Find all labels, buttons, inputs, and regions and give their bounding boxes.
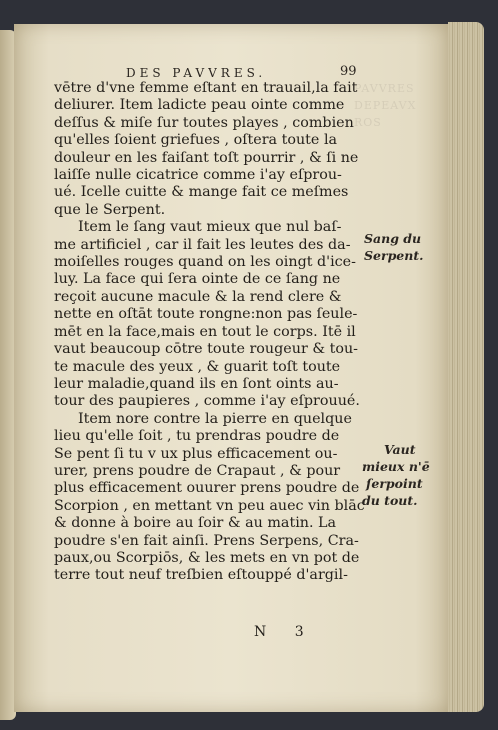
text-line: plus efficacement ouurer prens poudre de — [54, 480, 360, 497]
text-line: Se pent ſi tu v ux plus efficacement ou- — [54, 445, 338, 462]
margin-note-line: Sang du — [364, 231, 422, 246]
margin-note-line: Serpent. — [364, 248, 424, 263]
text-line: tour des paupieres , comme i'ay eſprouué. — [54, 393, 360, 410]
text-line: paux,ou Scorpiōs, & les mets en vn pot de — [54, 549, 360, 566]
running-title: DES PAVVRES. — [126, 66, 267, 80]
text-line: luy. La face qui ſera ointe de ce ſang ne — [54, 271, 341, 288]
text-line: & donne à boire au ſoir & au matin. La — [54, 515, 337, 532]
margin-note-line: Vaut — [384, 442, 416, 457]
text-line: vētre d'vne femme eſtant en trauail,la fait — [54, 80, 358, 96]
text-line: deſſus & miſe ſur toutes playes , combien — [54, 114, 354, 131]
text-line: qu'elles ſoient griefues , oſtera toute la — [54, 132, 338, 149]
margin-note-sang — [364, 230, 423, 264]
margin-note-line: du tout. — [362, 493, 418, 508]
bleed-line: DEPEAVX — [354, 99, 417, 112]
text-line: douleur en les faiſant toſt pourrir , & ſi ne — [54, 149, 359, 166]
bleed-line: ROS — [354, 116, 382, 129]
text-line: leur maladie,quand ils en ſont oints au- — [54, 375, 339, 392]
text-line: moiſelles rouges quand on les oingt d'ice- — [54, 254, 356, 271]
bleed-line: PAVVRES — [354, 82, 415, 95]
body-text — [54, 80, 370, 585]
text-line: mēt en la face,mais en tout le corps. Itē il — [54, 323, 356, 340]
margin-note-line: mieux n'ē — [362, 459, 430, 474]
text-line: Item le ſang vaut mieux que nul baſ- — [78, 219, 342, 236]
text-line: que le Serpent. — [54, 201, 166, 218]
text-line: me artificiel , car il fait les leutes des da- — [54, 236, 351, 253]
page-stack-edges — [448, 22, 484, 712]
margin-note-vaut — [362, 441, 430, 509]
text-line: vaut beaucoup cōtre toute rougeur & tou- — [54, 341, 358, 358]
margin-note-line: ſerpoint — [366, 476, 423, 491]
text-line: deliurer. Item ladicte peau ointe comme — [54, 97, 345, 114]
text-line: Scorpion , en mettant vn peu auec vin blāc — [54, 497, 365, 514]
page-number: 99 — [340, 64, 357, 79]
text-line: te macule des yeux , & guarit toſt toute — [54, 358, 341, 375]
text-line: nette en oſtāt toute rongne:non pas ſeule- — [54, 306, 358, 323]
text-line: reçoit aucune macule & la rend clere & — [54, 288, 342, 305]
text-line: lieu qu'elle ſoit , tu prendras poudre de — [54, 428, 340, 445]
text-line: ué. Icelle cuitte & mange fait ce meſmes — [54, 184, 349, 201]
text-line: urer, prens poudre de Crapaut , & pour — [54, 462, 341, 479]
signature-mark: N 3 — [254, 624, 316, 640]
text-line: laiſſe nulle cicatrice comme i'ay eſprou- — [54, 167, 342, 184]
text-line: poudre s'en fait ainſi. Prens Serpens, Cra- — [54, 532, 359, 549]
text-line: Item nore contre la pierre en quelque — [78, 410, 352, 427]
text-line: terre tout neuf treſbien eſtouppé d'argil- — [54, 567, 348, 584]
